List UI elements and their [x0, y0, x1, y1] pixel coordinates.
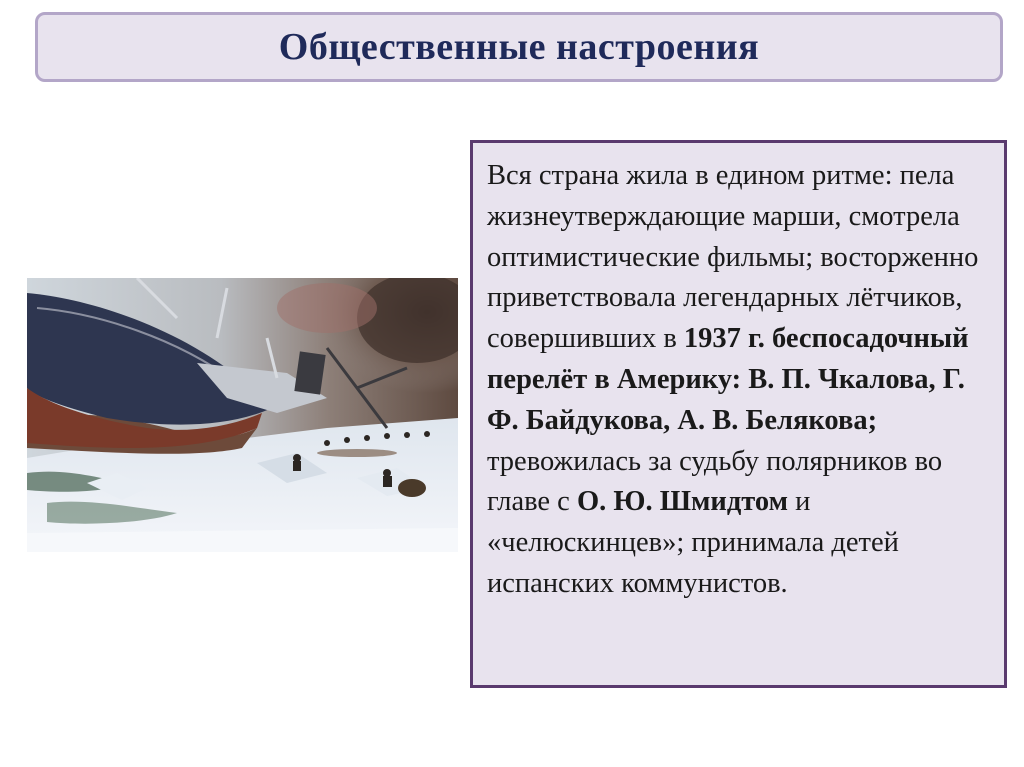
title-banner: [35, 12, 1003, 82]
body-bold-flight: 1937 г. беспосадочный перелёт в Америку: В. П. Чкалова, Г. Ф. Байдукова, А. В. Белякова;: [487, 323, 969, 436]
body-paragraph: [487, 156, 990, 605]
body-text-part1: Вся страна жила в едином ритме: пела жизнеутверждающие марши, смотрела оптимистические фильмы; восторженно приветствовала легендарных лётчиков, совершивших в: [487, 160, 979, 355]
text-box: [470, 140, 1007, 688]
painting-chelyuskin: [27, 278, 458, 552]
body-text-part2: тревожилась за судьбу полярников во главе с: [487, 445, 943, 518]
painting-chelyuskin-svg: [27, 278, 458, 552]
body-bold-schmidt: О. Ю. Шмидтом: [576, 486, 789, 518]
slide-title: Общественные настроения: [278, 26, 760, 68]
body-text-part3: и «челюскинцев»; принимала детей испанских коммунистов.: [487, 486, 899, 599]
